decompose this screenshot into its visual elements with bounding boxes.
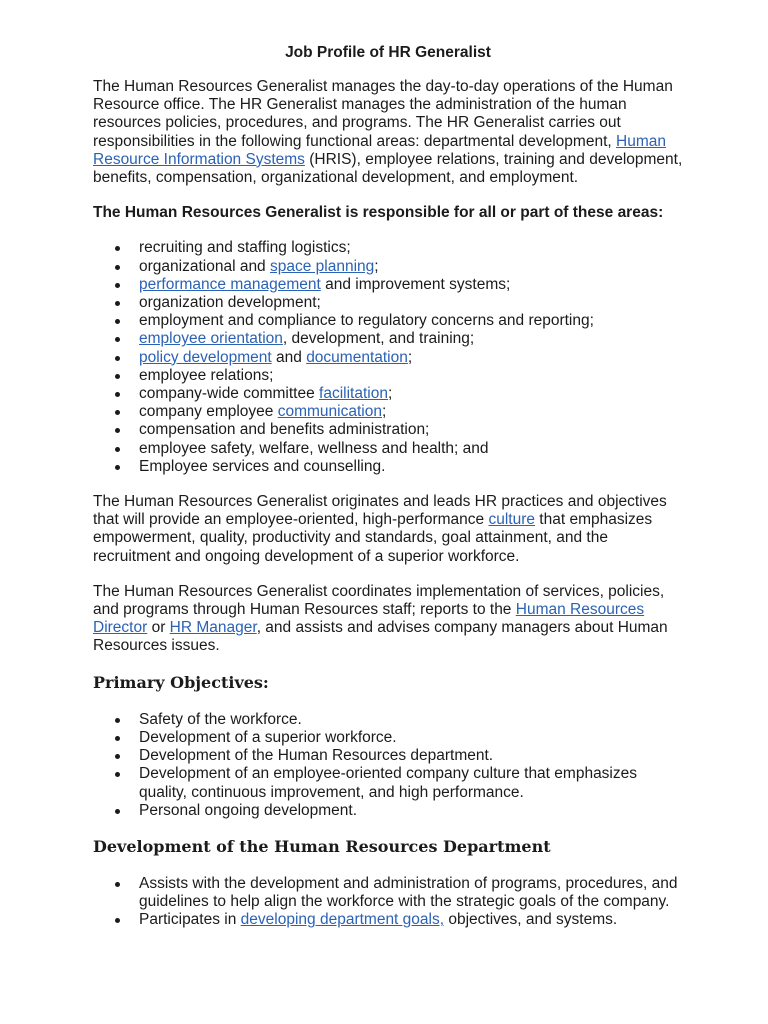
intro-text-2: (HRIS), employee relations, training and development, benefits, compensation, organizational development, and employment. xyxy=(93,150,683,187)
list-item xyxy=(93,276,683,294)
item-text: Participates in xyxy=(139,911,241,929)
employee-orientation-link[interactable]: employee orientation xyxy=(139,330,283,348)
list-item: Development of a superior workforce. xyxy=(93,729,683,747)
list-item xyxy=(93,421,683,439)
item-text: objectives, and systems. xyxy=(444,911,618,929)
item-text: organization development; xyxy=(139,294,321,312)
coordination-text-3: , and assists and advises company managers about Human Resources issues. xyxy=(93,619,668,655)
item-text: compensation and benefits administration; xyxy=(139,421,430,439)
list-item xyxy=(93,239,683,257)
list-item xyxy=(93,440,683,458)
item-text: and xyxy=(271,348,307,366)
list-item xyxy=(93,911,683,929)
list-item xyxy=(93,403,683,421)
list-item xyxy=(93,349,683,367)
primary-objectives-heading: Primary Objectives: xyxy=(93,672,269,692)
hris-link[interactable]: Human Resource Information Systems xyxy=(93,132,666,168)
item-text: Employee services and counselling. xyxy=(139,457,386,475)
responsibility-heading: The Human Resources Generalist is responsible for all or part of these areas: xyxy=(93,204,664,222)
item-text: ; xyxy=(387,385,393,403)
item-text: ; xyxy=(374,257,379,275)
policy-development-link[interactable]: policy development xyxy=(139,348,272,366)
coordination-paragraph xyxy=(93,583,683,656)
list-item xyxy=(93,385,683,403)
list-item xyxy=(93,294,683,312)
item-text: ; xyxy=(407,348,413,366)
objectives-list xyxy=(93,711,683,820)
intro-paragraph xyxy=(93,78,683,187)
list-item: Development of the Human Resources department. xyxy=(93,747,683,765)
list-item: Personal ongoing development. xyxy=(93,802,683,820)
hr-department-heading: Development of the Human Resources Department xyxy=(93,836,551,856)
item-text: employee relations; xyxy=(139,366,274,384)
space-planning-link[interactable]: space planning xyxy=(270,257,375,275)
list-item xyxy=(93,258,683,276)
coordination-text-2: or xyxy=(147,619,170,637)
department-goals-link[interactable]: developing department goals, xyxy=(240,911,445,929)
list-item xyxy=(93,875,683,911)
practices-text-1: The Human Resources Generalist originates and leads HR practices and objectives that will provide an employee-oriented, high-performance xyxy=(93,493,667,529)
document-page xyxy=(93,44,683,947)
item-text: organizational and xyxy=(139,257,270,275)
item-text: employee safety, welfare, wellness and health; and xyxy=(139,439,489,457)
item-text: company employee xyxy=(139,403,278,421)
hr-director-link[interactable]: Human Resources Director xyxy=(93,601,645,637)
development-list xyxy=(93,875,683,930)
list-item xyxy=(93,330,683,348)
performance-management-link[interactable]: performance management xyxy=(139,275,321,293)
item-text: and improvement systems; xyxy=(320,275,511,293)
item-text: Assists with the development and administration of programs, procedures, and guidelines to help align the workforce with the strategic goals of the company. xyxy=(139,874,678,911)
coordination-text-1: The Human Resources Generalist coordinates implementation of services, policies, and programs through Human Resources staff; reports to the xyxy=(93,582,665,619)
practices-text-2: that emphasizes empowerment, quality, productivity and standards, goal attainment, and the recruitment and ongoing development of a superior workforce. xyxy=(93,511,653,565)
documentation-link[interactable]: documentation xyxy=(306,348,408,366)
document-title: Job Profile of HR Generalist xyxy=(285,44,491,61)
item-text: , development, and training; xyxy=(282,330,475,348)
culture-link[interactable]: culture xyxy=(488,511,535,529)
item-text: ; xyxy=(381,403,387,421)
item-text: company-wide committee xyxy=(139,385,320,403)
intro-text-1: The Human Resources Generalist manages the day-to-day operations of the Human Resource office. The HR Generalist manages the administration of the human resources policies, procedures, and programs. The HR Generalist carries out responsibilities in the following functional areas: departmental development, xyxy=(93,78,673,150)
list-item xyxy=(93,367,683,385)
item-text: recruiting and staffing logistics; xyxy=(139,239,351,257)
practices-paragraph xyxy=(93,493,683,566)
list-item: Safety of the workforce. xyxy=(93,711,683,729)
list-item xyxy=(93,458,683,476)
list-item xyxy=(93,312,683,330)
hr-manager-link[interactable]: HR Manager xyxy=(169,619,257,637)
item-text: employment and compliance to regulatory concerns and reporting; xyxy=(139,312,594,330)
facilitation-link[interactable]: facilitation xyxy=(319,385,388,403)
list-item: Development of an employee-oriented company culture that emphasizes quality, continuous improvement, and high performance. xyxy=(93,765,683,801)
areas-list xyxy=(93,239,683,476)
communication-link[interactable]: communication xyxy=(277,403,382,421)
